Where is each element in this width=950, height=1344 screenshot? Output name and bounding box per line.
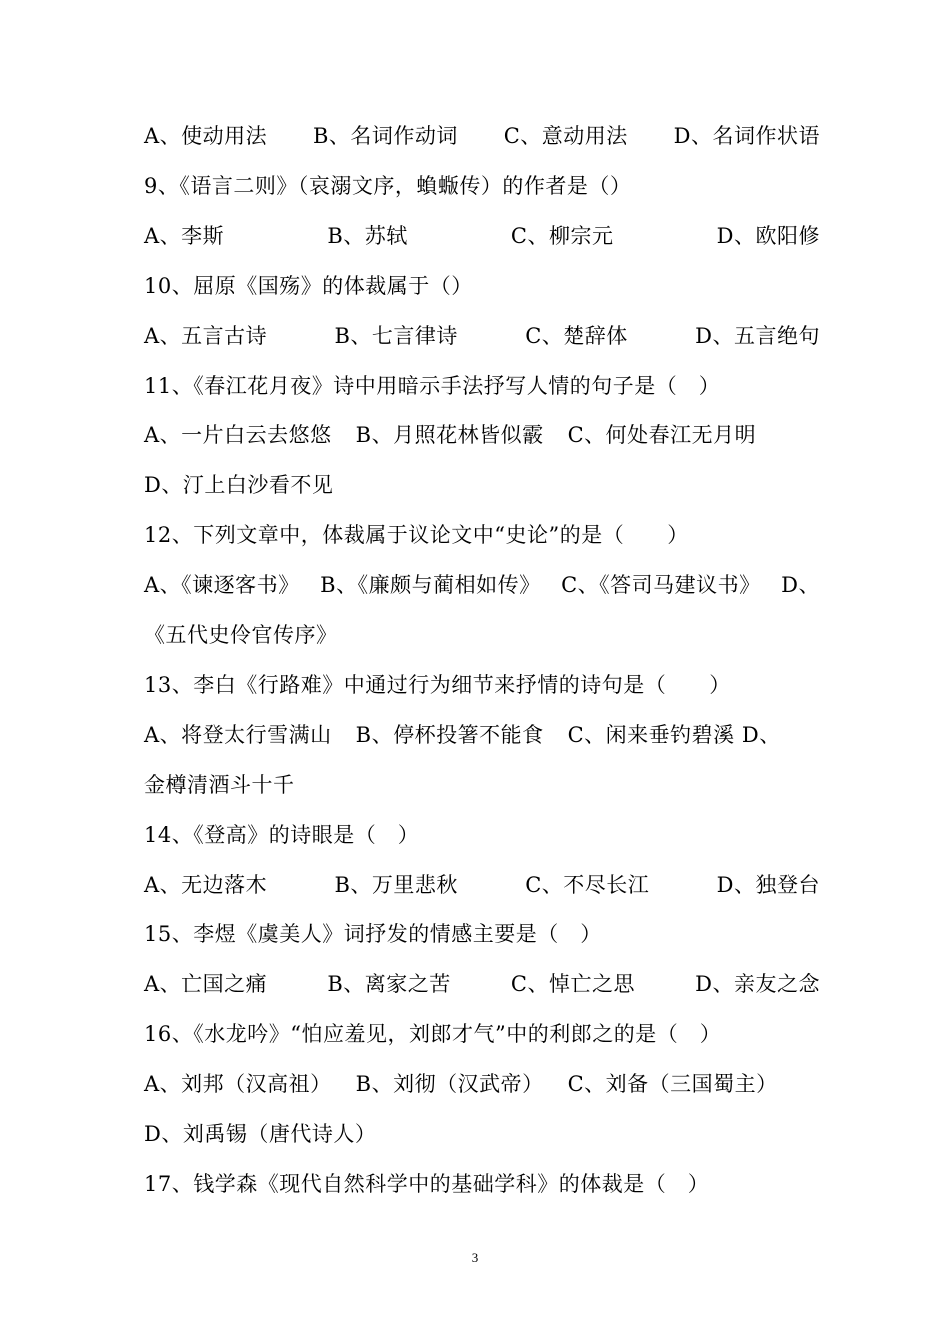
answer-option: D、欧阳修	[716, 223, 820, 248]
question-text-line: 9、《语言二则》（哀溺文序，蝜蝂传）的作者是（）	[144, 173, 632, 198]
answer-option: C、悼亡之思	[510, 972, 635, 997]
question-text-line: 11、《春江花月夜》诗中用暗示手法抒写人情的句子是（ ）	[144, 373, 721, 398]
answer-option: B、离家之苦	[327, 972, 451, 997]
answer-options-line	[144, 221, 820, 251]
answer-option: C、《答司马建议书》	[561, 573, 761, 598]
answer-options-line	[144, 121, 820, 151]
question-text-line: 12、下列文章中，体裁属于议论文中“史论”的是（ ）	[144, 523, 689, 548]
answer-option: A、将登太行雪满山	[144, 722, 332, 747]
answer-option: D、	[781, 573, 820, 598]
question-text-line: 金樽清酒斗十千	[144, 772, 295, 797]
answer-option: B、万里悲秋	[334, 872, 458, 897]
answer-option: C、楚辞体	[525, 323, 628, 348]
answer-option: C、刘备（三国蜀主）	[567, 1072, 778, 1097]
answer-option: C、闲来垂钓碧溪 D、	[567, 722, 781, 747]
question-text-line: 16、《水龙吟》“怕应羞见，刘郎才气”中的利郎之的是（ ）	[144, 1022, 722, 1047]
answer-option: D、五言绝句	[695, 323, 820, 348]
answer-option: D、名词作状语	[673, 124, 820, 148]
question-text-line: 10、屈原《国殇》的体裁属于（）	[144, 273, 473, 298]
answer-option: C、柳宗元	[510, 223, 614, 248]
question-text-line: D、刘禹锡（唐代诗人）	[144, 1122, 377, 1146]
answer-option: A、五言古诗	[144, 323, 268, 348]
answer-option: A、一片白云去悠悠	[144, 423, 332, 448]
answer-option: B、名词作动词	[312, 124, 458, 148]
answer-options-line	[144, 870, 820, 900]
answer-option: A、《谏逐客书》	[144, 573, 300, 598]
answer-option: A、无边落木	[144, 872, 268, 897]
answer-options-line	[144, 969, 820, 999]
question-text-line: 17、钱学森《现代自然科学中的基础学科》的体裁是（ ）	[144, 1171, 710, 1196]
answer-option: B、刘彻（汉武帝）	[355, 1072, 544, 1097]
answer-option: A、亡国之痛	[144, 972, 268, 997]
answer-options-line	[144, 420, 820, 450]
question-text-line: D、汀上白沙看不见	[144, 473, 334, 498]
answer-options-line	[144, 1069, 820, 1099]
answer-option: B、月照花林皆似霰	[355, 423, 544, 448]
question-text-line: 15、李煜《虞美人》词抒发的情感主要是（ ）	[144, 922, 602, 947]
question-text-line: 13、李白《行路难》中通过行为细节来抒情的诗句是（ ）	[144, 672, 731, 697]
answer-options-line	[144, 321, 820, 351]
answer-option: D、独登台	[716, 872, 820, 897]
answer-option: C、不尽长江	[525, 872, 650, 897]
answer-options-line	[144, 570, 820, 600]
question-text-line: 《五代史伶官传序》	[144, 623, 338, 647]
answer-option: C、意动用法	[503, 124, 628, 148]
page-number: 3	[471, 1250, 479, 1265]
answer-option: C、何处春江无月明	[567, 423, 757, 448]
answer-option: B、七言律诗	[334, 323, 458, 348]
answer-option: B、苏轼	[327, 223, 408, 248]
answer-option: B、《廉颇与蔺相如传》	[320, 573, 541, 598]
answer-option: D、亲友之念	[695, 972, 820, 997]
answer-option: A、使动用法	[144, 124, 268, 148]
answer-option: B、停杯投箸不能食	[355, 722, 544, 747]
question-text-line: 14、《登高》的诗眼是（ ）	[144, 822, 420, 847]
answer-option: A、刘邦（汉高祖）	[144, 1072, 332, 1097]
answer-options-line	[144, 720, 820, 750]
answer-option: A、李斯	[144, 223, 225, 248]
